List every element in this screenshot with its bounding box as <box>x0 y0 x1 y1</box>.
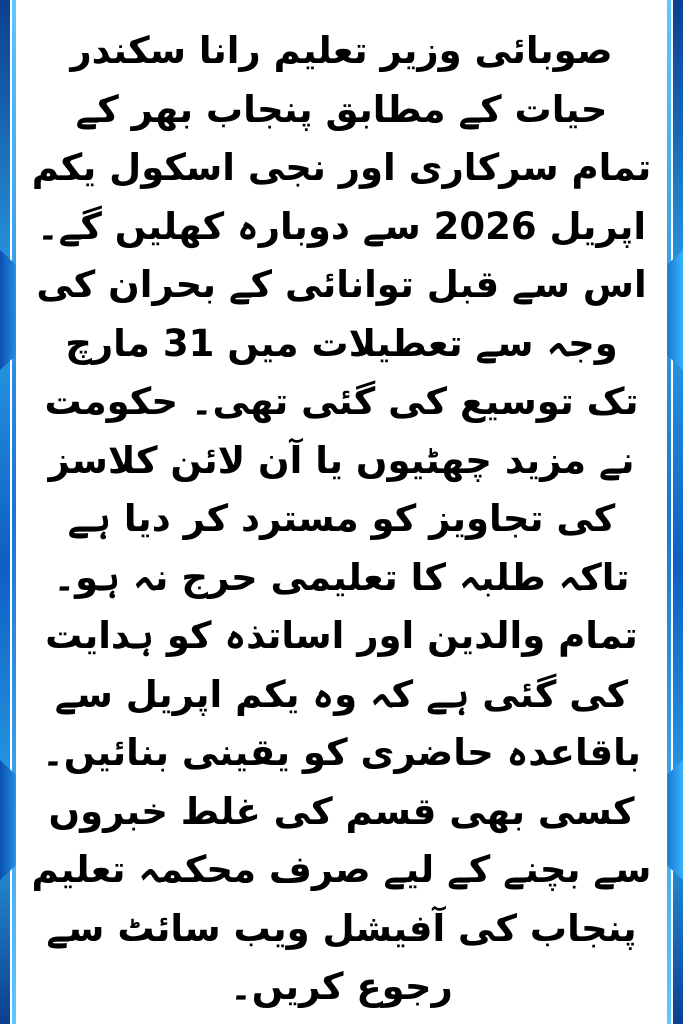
text-line: رجوع کریں۔ <box>230 965 453 1008</box>
frame-notch <box>0 760 26 880</box>
text-line: پنجاب کی آفیشل ویب سائٹ سے <box>46 906 637 950</box>
text-line: نے مزید چھٹیوں یا آن لائن کلاسز <box>48 438 635 482</box>
text-line: اپریل 2026 سے دوبارہ کھلیں گے۔ <box>36 204 647 248</box>
text-line: کی گئی ہے کہ وہ یکم اپریل سے <box>54 672 629 716</box>
text-line: اس سے قبل توانائی کے بحران کی <box>36 263 647 306</box>
text-line: کسی بھی قسم کی غلط خبروں <box>48 789 635 833</box>
text-line: کی تجاویز کو مسترد کر دیا ہے <box>67 497 616 540</box>
text-line: سے بچنے کے لیے صرف محکمہ تعلیم <box>31 848 652 891</box>
text-line: حیات کے مطابق پنجاب بھر کے <box>75 87 608 131</box>
text-line: تک توسیع کی گئی تھی۔ حکومت <box>44 380 639 423</box>
frame-notch <box>0 250 26 370</box>
text-line: وجہ سے تعطیلات میں 31 مارچ <box>65 321 618 365</box>
text-line: صوبائی وزیر تعلیم رانا سکندر <box>70 29 613 72</box>
frame-notch <box>657 760 683 880</box>
text-line: باقاعدہ حاضری کو یقینی بنائیں۔ <box>42 731 641 774</box>
text-line: تمام سرکاری اور نجی اسکول یکم <box>31 146 652 189</box>
frame-notch <box>657 250 683 370</box>
text-line: تمام والدین اور اساتذہ کو ہدایت <box>45 614 638 657</box>
text-line: تاکہ طلبہ کا تعلیمی حرج نہ ہو۔ <box>53 555 630 599</box>
frame-bar-inner <box>12 0 16 1024</box>
article-text <box>30 22 653 1017</box>
frame-bar-inner <box>667 0 671 1024</box>
